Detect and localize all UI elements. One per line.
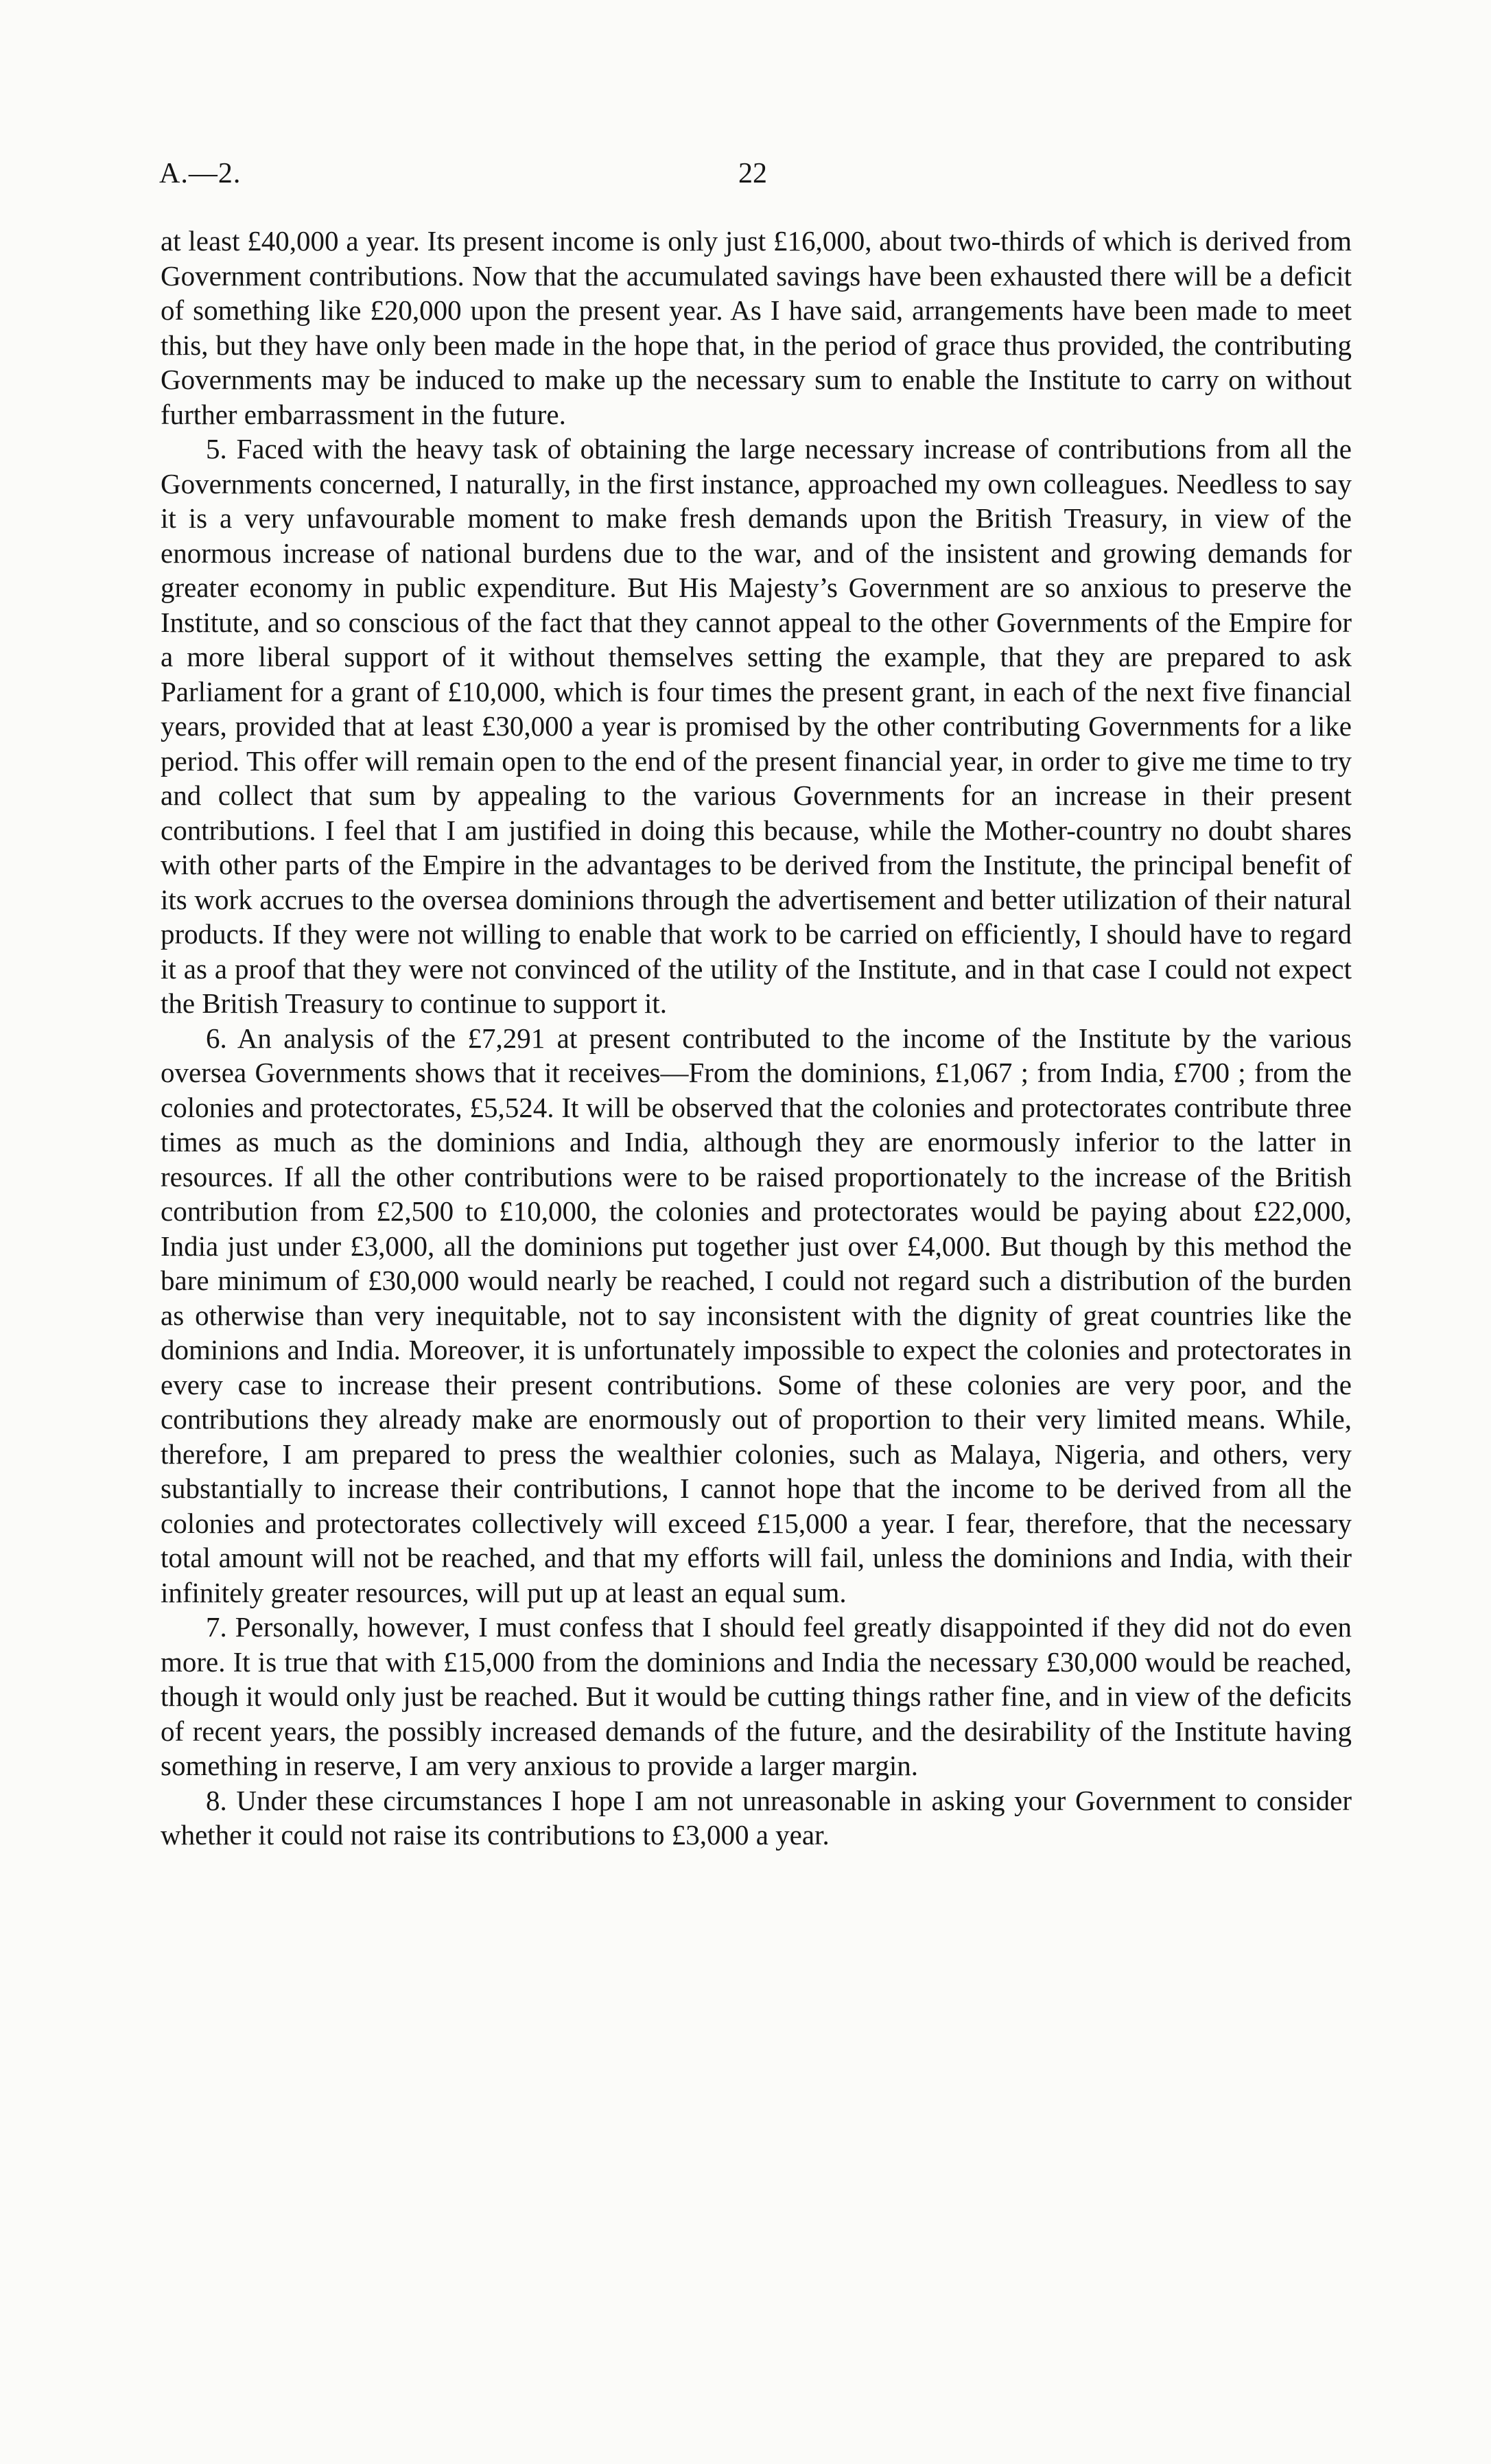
body-text (161, 224, 1352, 1853)
paragraph-7: 7. Personally, however, I must confess that I should feel greatly disappointed if they did not do even more. It is true that with £15,000 from the dominions and India the necessary £30,000 would be reached, though it would only just be reached. But it would be cutting things rather fine, and in view of the deficits of recent years, the possibly increased demands of the future, and the desirability of the Institute having something in reserve, I am very anxious to provide a larger margin. (161, 1611, 1352, 1781)
paragraph-6: 6. An analysis of the £7,291 at present contributed to the income of the Institute by the various oversea Governments shows that it receives—From the dominions, £1,067 ; from India, £700 ; from the colonies and protectorates, £5,524. It will be observed that the colonies and protectorates contribute three times as much as the dominions and India, although they are enormously inferior to the latter in resources. If all the other contributions were to be raised proportionately to the increase of the British contribution from £2,500 to £10,000, the colonies and protectorates would be paying about £22,000, India just under £3,000, all the dominions put together just over £4,000. But though by this method the bare minimum of £30,000 would nearly be reached, I could not regard such a distribution of the burden as otherwise than very inequitable, not to say inconsistent with the dignity of great countries like the dominions and India. Moreover, it is unfortunately impossible to expect the colonies and protectorates in every case to increase their present contributions. Some of these colonies are very poor, and the contributions they already make are enormously out of proportion to their very limited means. While, therefore, I am prepared to press the wealthier colonies, such as Malaya, Nigeria, and others, very substantially to increase their contributions, I cannot hope that the income to be derived from all the colonies and protectorates collectively will exceed £15,000 a year. I fear, therefore, that the necessary total amount will not be reached, and that my efforts will fail, unless the dominions and India, with their infinitely greater resources, will put up at least an equal sum. (161, 1022, 1352, 1608)
document-reference: A.—2. (159, 158, 242, 189)
paragraph-continuation: at least £40,000 a year. Its present income is only just £16,000, about two-thirds of which is derived from Government contributions. Now that the accumulated savings have been exhausted there will be a deficit of something like £20,000 upon the present year. As I have said, arrangements have been made to meet this, but they have only been made in the hope that, in the period of grace thus provided, the contributing Governments may be induced to make up the necessary sum to enable the Institute to carry on without further embarrassment in the future. (161, 225, 1352, 430)
paragraph-5: 5. Faced with the heavy task of obtaining the large necessary increase of contributions from all the Governments concerned, I naturally, in the first instance, approached my own colleagues. Needless to say it is a very unfavourable moment to make fresh demands upon the British Treasury, in view of the enormous increase of national burdens due to the war, and of the insistent and growing demands for greater economy in public expenditure. But His Majesty’s Government are so anxious to preserve the Institute, and so conscious of the fact that they cannot appeal to the other Governments of the Empire for a more liberal support of it without themselves setting the example, that they are prepared to ask Parliament for a grant of £10,000, which is four times the present grant, in each of the next five financial years, provided that at least £30,000 a year is promised by the other contributing Governments for a like period. This offer will remain open to the end of the present financial year, in order to give me time to try and collect that sum by appealing to the various Governments for an increase in their present contributions. I feel that I am justified in doing this because, while the Mother-country no doubt shares with other parts of the Empire in the advantages to be derived from the Institute, the principal benefit of its work accrues to the oversea dominions through the advertisement and better utilization of their natural products. If they were not willing to enable that work to be carried on efficiently, I should have to regard it as a proof that they were not convinced of the utility of the Institute, and in that case I could not expect the British Treasury to continue to support it. (161, 433, 1352, 1019)
page-number: 22 (738, 158, 767, 189)
paragraph-8: 8. Under these circumstances I hope I am not unreasonable in asking your Government to consider whether it could not raise its contributions to £3,000 a year. (161, 1784, 1352, 1851)
